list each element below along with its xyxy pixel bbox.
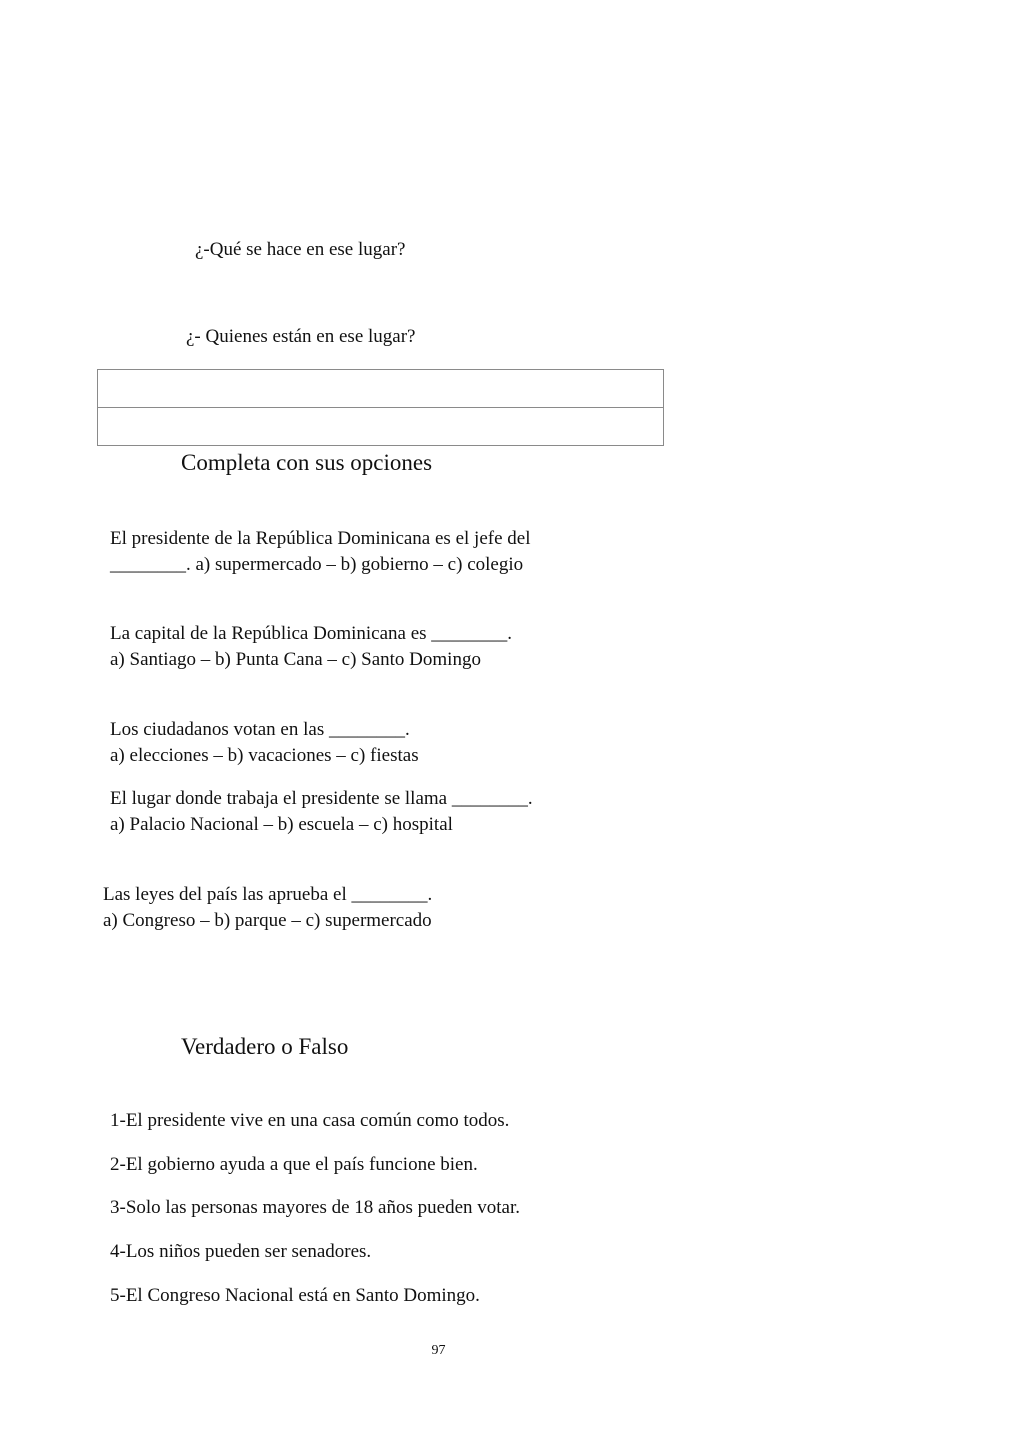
page-number: 97 xyxy=(431,1343,446,1358)
completa-item-2-line-1: La capital de la República Dominicana es ________. xyxy=(110,623,513,644)
completa-item-3-line-2: a) elecciones – b) vacaciones – c) fiestas xyxy=(110,745,419,766)
question-quienes-estan: ¿- Quienes están en ese lugar? xyxy=(186,326,416,347)
answer-box-divider xyxy=(98,407,663,408)
completa-item-5-line-1: Las leyes del país las aprueba el ________. xyxy=(103,884,433,905)
verdadero-item-4: 4-Los niños pueden ser senadores. xyxy=(110,1241,372,1262)
completa-item-1-line-1: El presidente de la República Dominicana es el jefe del xyxy=(110,528,531,549)
completa-item-2-line-2: a) Santiago – b) Punta Cana – c) Santo Domingo xyxy=(110,649,481,670)
question-que-se-hace: ¿-Qué se hace en ese lugar? xyxy=(195,239,406,260)
answer-box xyxy=(97,369,664,446)
verdadero-item-1: 1-El presidente vive en una casa común como todos. xyxy=(110,1110,510,1131)
completa-item-4-line-2: a) Palacio Nacional – b) escuela – c) hospital xyxy=(110,814,453,835)
verdadero-heading: Verdadero o Falso xyxy=(181,1034,349,1059)
completa-heading: Completa con sus opciones xyxy=(181,450,433,475)
verdadero-item-2: 2-El gobierno ayuda a que el país funcione bien. xyxy=(110,1154,478,1175)
completa-item-4-line-1: El lugar donde trabaja el presidente se llama ________. xyxy=(110,788,533,809)
verdadero-item-5: 5-El Congreso Nacional está en Santo Domingo. xyxy=(110,1285,480,1306)
completa-item-5-line-2: a) Congreso – b) parque – c) supermercado xyxy=(103,910,432,931)
verdadero-item-3: 3-Solo las personas mayores de 18 años pueden votar. xyxy=(110,1197,520,1218)
completa-item-1-line-2: ________. a) supermercado – b) gobierno – c) colegio xyxy=(110,554,524,575)
completa-item-3-line-1: Los ciudadanos votan en las ________. xyxy=(110,719,410,740)
